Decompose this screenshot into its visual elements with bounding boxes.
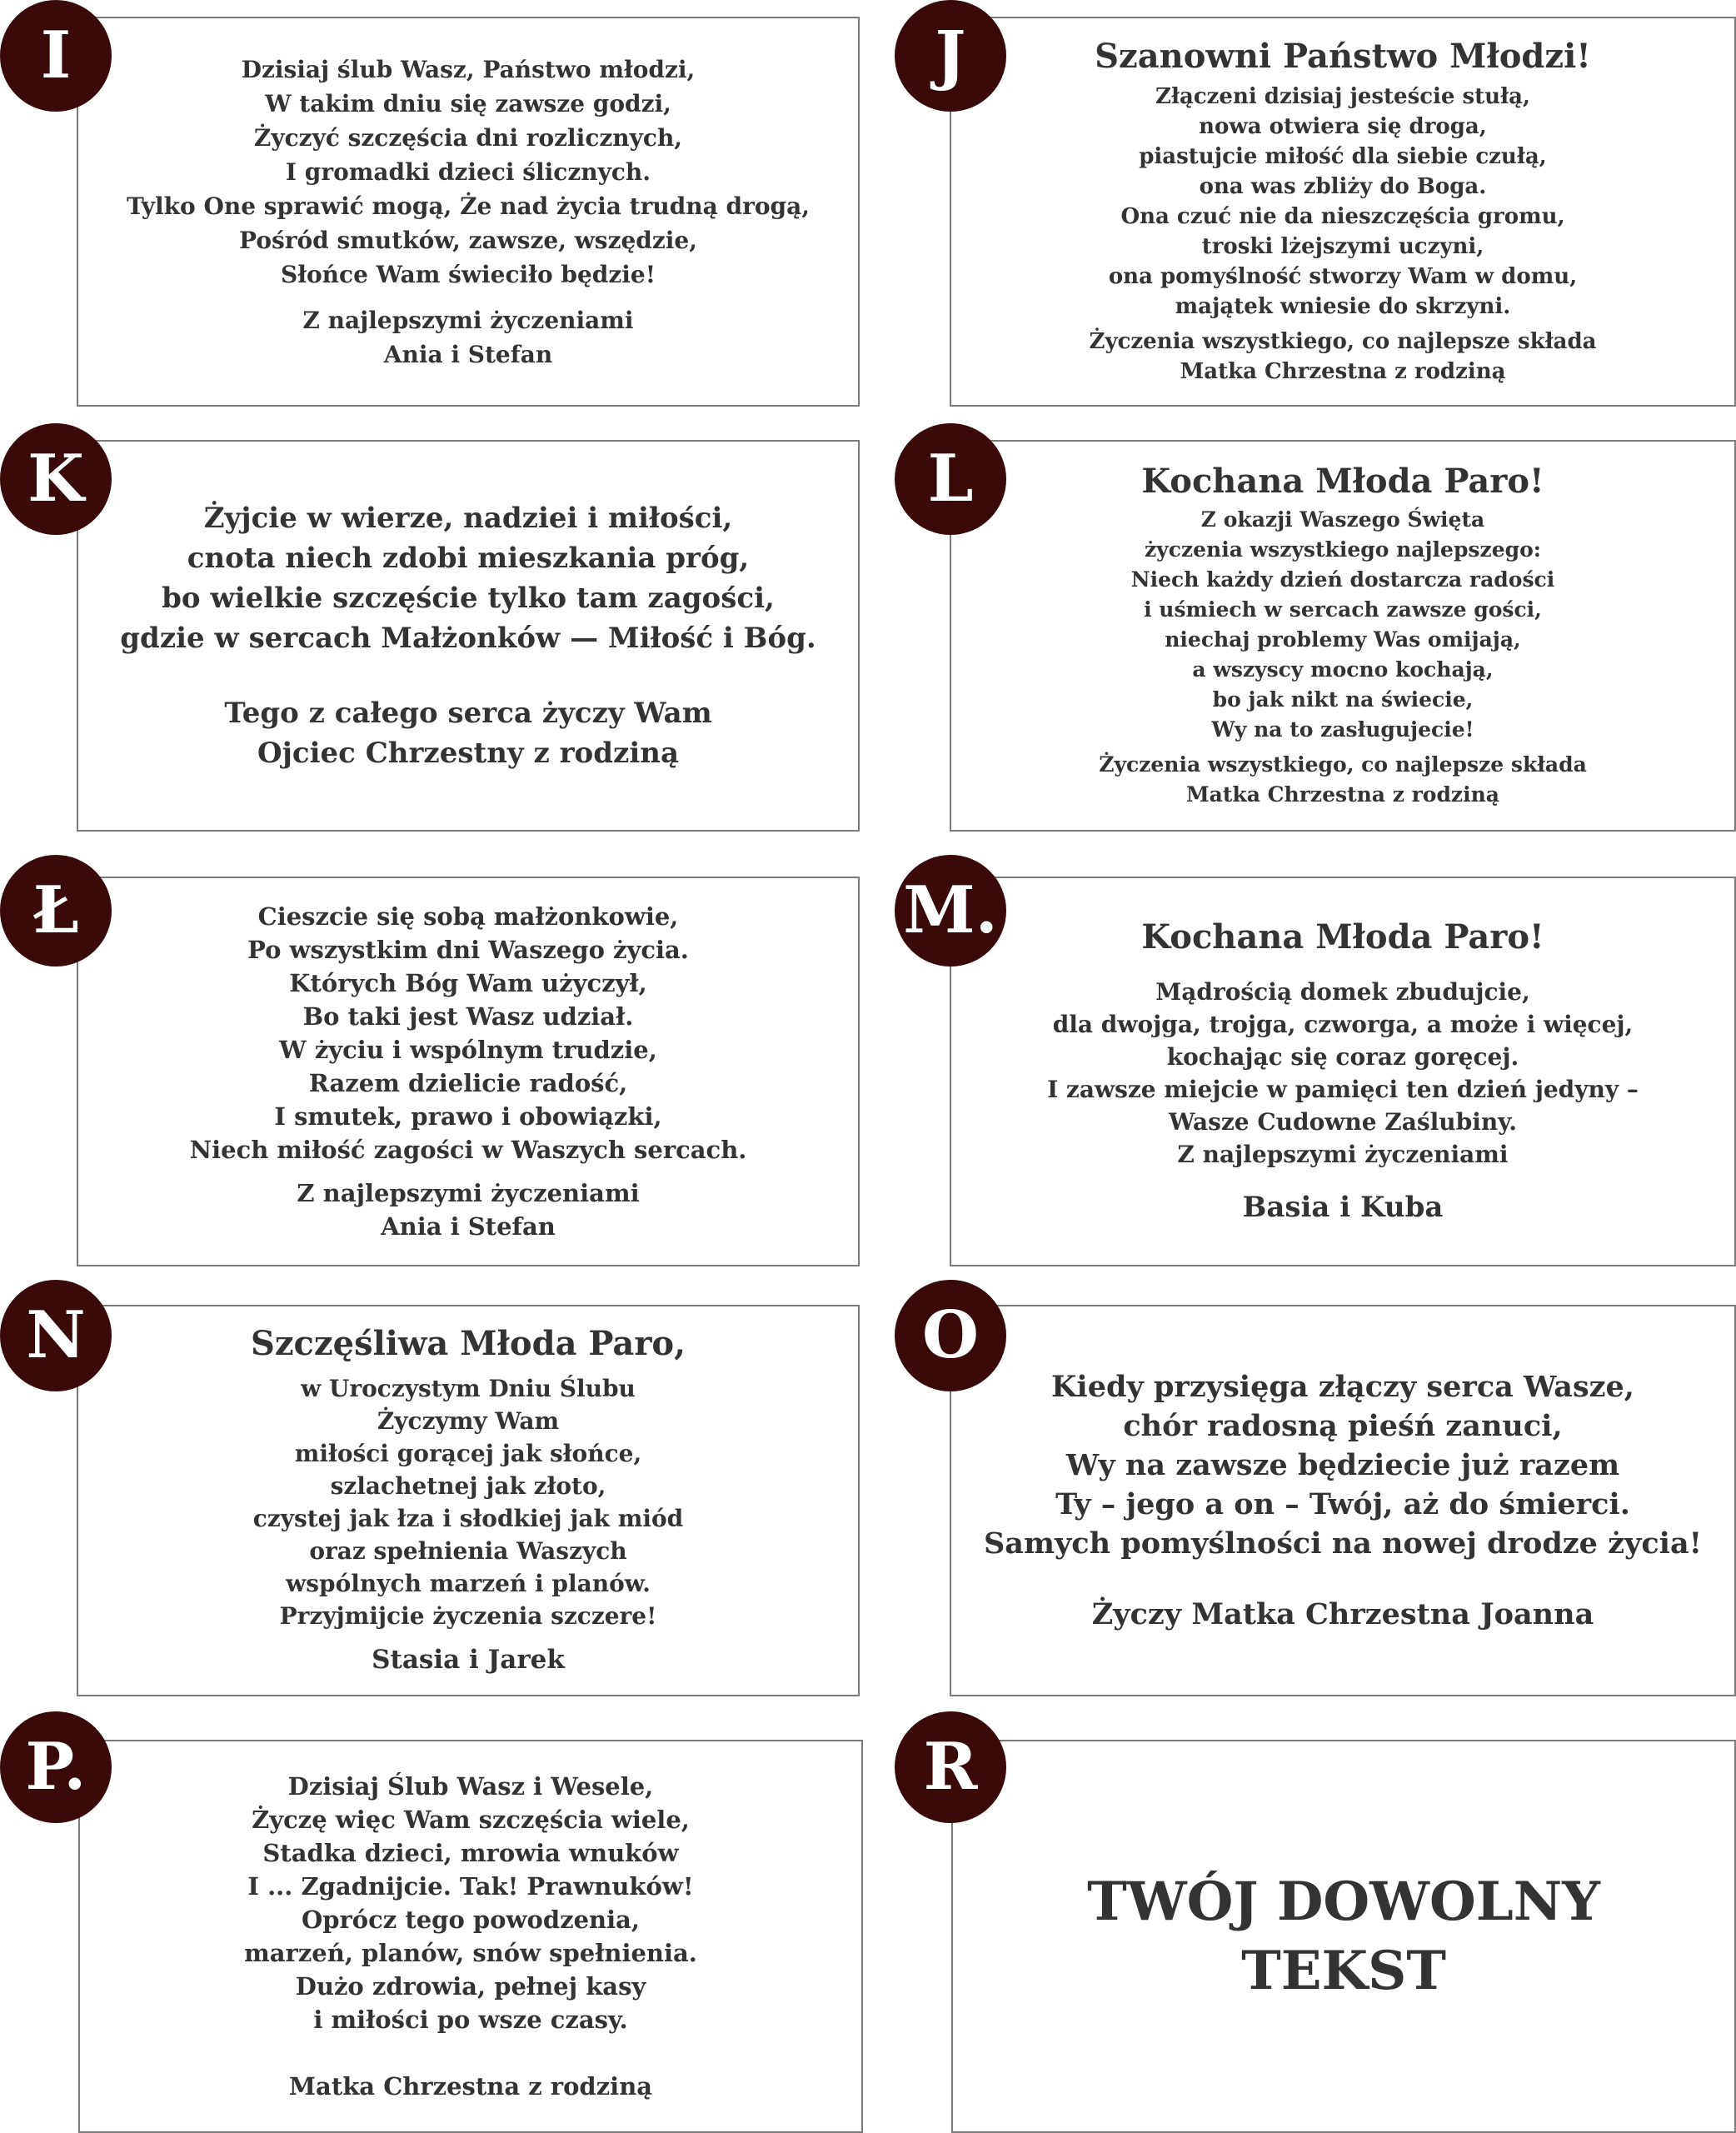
verse-line: Których Bóg Wam użyczył, <box>289 969 647 997</box>
verse-line: Dzisiaj Ślub Wasz i Wesele, <box>287 1772 654 1801</box>
badge-m <box>895 855 1006 967</box>
badge-letter: P. <box>25 1729 87 1805</box>
badge-k <box>0 423 112 535</box>
verse-line: W życiu i wspólnym trudzie, <box>279 1036 657 1064</box>
verse-line: Życzę więc Wam szczęścia wiele, <box>252 1806 690 1834</box>
verse-line: troski lżejszymi uczyni, <box>1201 234 1484 259</box>
verse-line: bo jak nikt na świecie, <box>1212 687 1474 712</box>
verse-line: Ona czuć nie da nieszczęścia gromu, <box>1120 204 1565 229</box>
signature-line: Matka Chrzestna z rodziną <box>1180 359 1506 384</box>
badge-i <box>0 0 112 112</box>
card-j-signature <box>1089 327 1596 387</box>
signature-line: Ojciec Chrzestny z rodziną <box>257 737 679 770</box>
card-n-verse <box>253 1372 683 1632</box>
verse-line: wspólnych marzeń i planów. <box>286 1570 651 1597</box>
verse-line: Przyjmijcie życzenia szczere! <box>279 1602 657 1630</box>
badge-letter: K <box>27 441 84 517</box>
card-j-verse <box>1109 82 1577 322</box>
verse-line: w Uroczystym Dniu Ślubu <box>301 1375 636 1402</box>
verse-line: Dzisiaj ślub Wasz, Państwo młodzi, <box>241 55 696 83</box>
badge-letter: L <box>927 441 974 517</box>
badge-j <box>895 0 1006 112</box>
verse-line: Niech miłość zagości w Waszych sercach. <box>189 1136 747 1164</box>
big-text-line: TWÓJ DOWOLNY <box>1087 1870 1600 1933</box>
card-i <box>77 17 860 407</box>
card-l-verse <box>1131 505 1555 745</box>
verse-line: Życzymy Wam <box>377 1407 560 1435</box>
card-j-title: Szanowni Państwo Młodzi! <box>1095 37 1591 76</box>
verse-line: Razem dzielicie radość, <box>308 1069 628 1097</box>
verse-line: Niech każdy dzień dostarcza radości <box>1130 567 1555 592</box>
verse-line: chór radosną pieśń zanuci, <box>1123 1409 1563 1443</box>
verse-line: Mądrością domek zbudujcie, <box>1155 978 1530 1006</box>
badge-l-stroke <box>0 855 112 967</box>
card-o-signature <box>1092 1595 1594 1634</box>
signature-line: Z najlepszymi życzeniami <box>297 1179 640 1207</box>
verse-line: Cieszcie się sobą małżonkowie, <box>257 902 679 931</box>
verse-line: czystej jak łza i słodkiej jak miód <box>252 1505 684 1532</box>
verse-line: kochając się coraz goręcej. <box>1166 1043 1519 1071</box>
verse-line: Pośród smutków, zawsze, wszędzie, <box>239 226 697 254</box>
verse-line: a wszyscy mocno kochają, <box>1192 657 1494 682</box>
verse-line: ona was zbliży do Boga. <box>1199 174 1487 199</box>
card-m-verse <box>1047 976 1639 1171</box>
verse-line: Stadka dzieci, mrowia wnuków <box>262 1839 679 1867</box>
card-k-signature <box>224 693 711 773</box>
verse-line: Złączeni dzisiaj jesteście stułą, <box>1155 84 1530 109</box>
signature-line: Matka Chrzestna z rodziną <box>1186 782 1499 807</box>
verse-line: Kiedy przysięga złączy serca Wasze, <box>1050 1370 1634 1404</box>
card-n <box>77 1305 860 1696</box>
verse-line: oraz spełnienia Waszych <box>309 1537 627 1565</box>
verse-line: W takim dniu się zawsze godzi, <box>265 89 671 117</box>
card-l-stroke-signature <box>297 1176 639 1243</box>
verse-line: Bo taki jest Wasz udział. <box>302 1002 634 1031</box>
signature-line: Życzy Matka Chrzestna Joanna <box>1091 1597 1594 1631</box>
badge-n <box>0 1280 112 1391</box>
verse-line: I smutek, prawo i obowiązki, <box>274 1102 662 1131</box>
verse-line: szlachetnej jak złoto, <box>330 1472 606 1500</box>
signature-line: Z najlepszymi życzeniami <box>302 306 634 334</box>
verse-line: miłości gorącej jak słońce, <box>294 1440 642 1467</box>
badge-letter: R <box>923 1729 978 1805</box>
verse-line: I zawsze miejcie w pamięci ten dzień jedyny – <box>1047 1076 1639 1103</box>
signature-line: Ania i Stefan <box>381 1212 556 1241</box>
card-j <box>950 17 1736 407</box>
card-p-verse <box>244 1770 697 2036</box>
card-l <box>950 440 1736 832</box>
verse-line: i uśmiech w sercach zawsze gości, <box>1144 597 1542 622</box>
card-p-signature <box>289 2070 652 2103</box>
verse-line: Ty – jego a on – Twój, aż do śmierci. <box>1055 1487 1630 1521</box>
card-o <box>950 1305 1736 1696</box>
card-l-title: Kochana Młoda Paro! <box>1141 462 1544 501</box>
card-k <box>77 440 860 832</box>
card-n-signature <box>372 1642 565 1677</box>
verse-line: Dużo zdrowia, pełnej kasy <box>295 1972 646 2001</box>
verse-line: Wy na to zasługujecie! <box>1211 717 1474 742</box>
verse-line: Po wszystkim dni Waszego życia. <box>247 936 689 964</box>
verse-line: nowa otwiera się droga, <box>1199 114 1487 139</box>
verse-line: Wy na zawsze będziecie już razem <box>1065 1448 1620 1482</box>
verse-line: Życzyć szczęścia dni rozlicznych, <box>253 123 683 152</box>
card-m <box>950 877 1736 1266</box>
verse-line: cnota niech zdobi mieszkania próg, <box>187 542 750 575</box>
verse-line: bo wielkie szczęście tylko tam zagości, <box>162 582 775 615</box>
verse-line: marzeń, planów, snów spełnienia. <box>244 1939 697 1967</box>
verse-line: ona pomyślność stworzy Wam w domu, <box>1108 264 1578 289</box>
card-i-verse <box>127 52 810 292</box>
verse-line: i miłości po wsze czasy. <box>313 2006 628 2034</box>
signature-line: Ania i Stefan <box>383 340 553 368</box>
card-m-signature <box>1243 1189 1444 1226</box>
card-k-verse <box>120 498 816 658</box>
verse-line: Słońce Wam świeciło będzie! <box>281 260 656 288</box>
signature-line: Życzenia wszystkiego, co najlepsze składa <box>1089 329 1597 354</box>
verse-line: Oprócz tego powodzenia, <box>301 1906 641 1934</box>
card-o-verse <box>984 1367 1702 1563</box>
signature-line: Stasia i Jarek <box>372 1645 565 1675</box>
verse-line: Samych pomyślności na nowej drodze życia! <box>983 1526 1702 1561</box>
badge-l <box>895 423 1006 535</box>
verse-line: I ... Zgadnijcie. Tak! Prawnuków! <box>247 1872 694 1901</box>
badge-p <box>0 1711 112 1823</box>
badge-letter: M. <box>903 872 998 948</box>
card-i-signature <box>302 303 633 372</box>
badge-r <box>895 1711 1006 1823</box>
verse-line: Żyjcie w wierze, nadziei i miłości, <box>203 502 733 535</box>
verse-line: Wasze Cudowne Zaślubiny. <box>1168 1108 1517 1136</box>
verse-line: niechaj problemy Was omijają, <box>1165 627 1521 652</box>
card-n-title: Szczęśliwa Młoda Paro, <box>250 1324 686 1363</box>
signature-line: Tego z całego serca życzy Wam <box>224 697 712 730</box>
verse-line: gdzie w sercach Małżonków — Miłość i Bóg. <box>120 622 816 655</box>
verse-line: majątek wniesie do skrzyni. <box>1175 294 1511 319</box>
big-text-line: TEKST <box>1241 1940 1446 2002</box>
verse-line: życzenia wszystkiego najlepszego: <box>1144 537 1541 562</box>
verse-line: piastujcie miłość dla siebie czułą, <box>1139 144 1547 169</box>
badge-letter: N <box>26 1297 86 1373</box>
badge-o <box>895 1280 1006 1391</box>
verse-line: I gromadki dzieci ślicznych. <box>285 157 651 186</box>
card-l-stroke <box>77 877 860 1266</box>
card-m-title: Kochana Młoda Paro! <box>1141 917 1544 957</box>
badge-letter: I <box>40 17 72 93</box>
card-l-signature <box>1099 750 1587 810</box>
signature-line: Życzenia wszystkiego, co najlepsze składa <box>1099 752 1587 777</box>
card-r <box>951 1740 1736 2133</box>
signature-line: Basia i Kuba <box>1242 1191 1444 1224</box>
badge-letter: Ł <box>32 872 79 948</box>
badge-letter: O <box>922 1297 979 1373</box>
verse-line: Z okazji Waszego Święta <box>1200 507 1485 532</box>
verse-line: Z najlepszymi życzeniami <box>1177 1141 1509 1168</box>
signature-line: Matka Chrzestna z rodziną <box>288 2072 653 2101</box>
badge-letter: J <box>935 17 966 93</box>
card-p <box>78 1740 863 2133</box>
verse-line: Tylko One sprawić mogą, Że nad życia trudną drogą, <box>126 192 810 220</box>
verse-line: dla dwojga, trojga, czworga, a może i więcej, <box>1052 1011 1634 1038</box>
card-l-stroke-verse <box>190 900 747 1166</box>
card-r-text <box>1087 1867 1600 2006</box>
